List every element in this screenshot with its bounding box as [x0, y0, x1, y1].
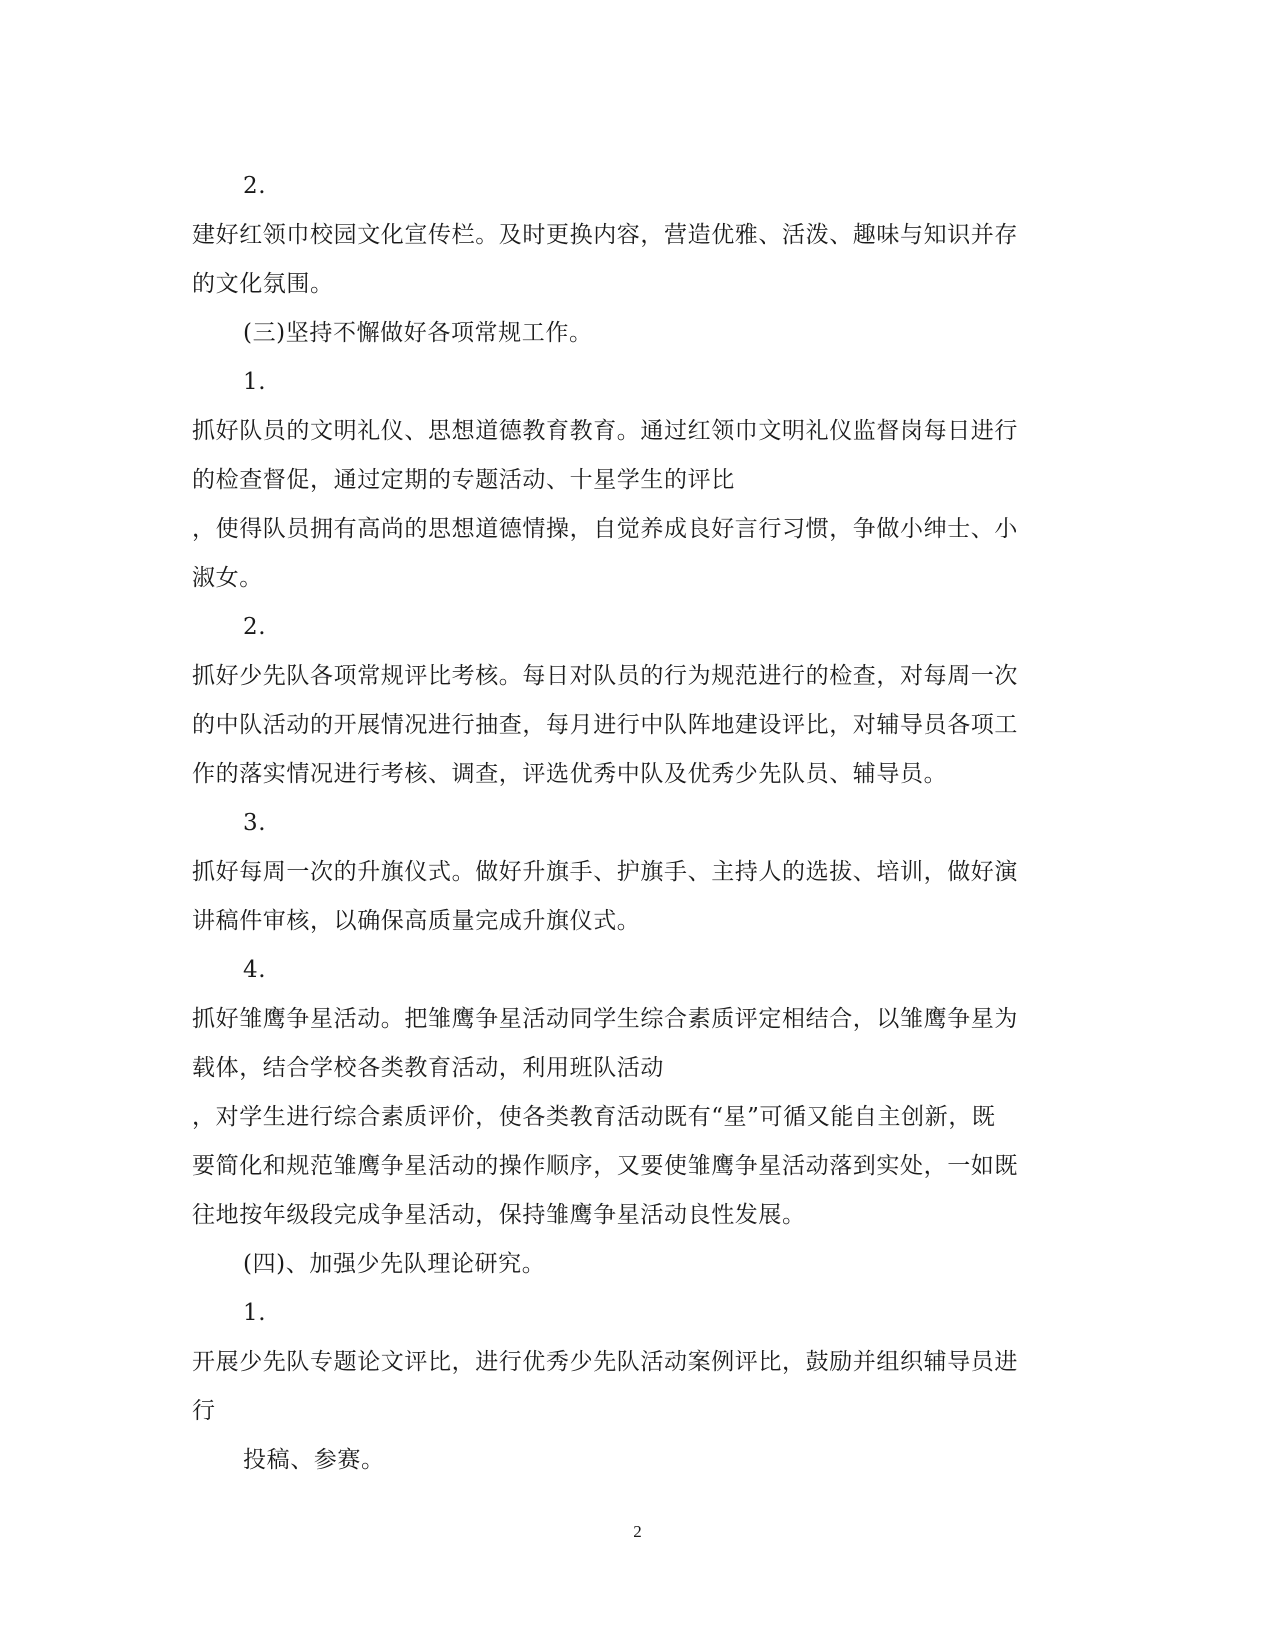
list-number: 1. [243, 1300, 267, 1326]
paragraph-line: 行 [192, 1398, 216, 1424]
paragraph-line: 讲稿件审核，以确保高质量完成升旗仪式。 [192, 908, 641, 934]
list-number: 3. [243, 810, 267, 836]
paragraph-line: 投稿、参赛。 [243, 1447, 385, 1473]
list-number: 1. [243, 369, 267, 395]
paragraph-line: 作的落实情况进行考核、调查，评选优秀中队及优秀少先队员、辅导员。 [192, 761, 948, 787]
paragraph-line: ，使得队员拥有高尚的思想道德情操，自觉养成良好言行习惯，争做小绅士、小 [192, 516, 1018, 542]
section-heading: (四)、加强少先队理论研究。 [243, 1251, 546, 1277]
paragraph-line: 淑女。 [192, 565, 263, 591]
paragraph-line: 的文化氛围。 [192, 271, 334, 297]
paragraph-line: 建好红领巾校园文化宣传栏。及时更换内容，营造优雅、活泼、趣味与知识并存 [192, 222, 1018, 248]
paragraph-line: 抓好少先队各项常规评比考核。每日对队员的行为规范进行的检查，对每周一次 [192, 663, 1018, 689]
list-number: 2. [243, 173, 267, 199]
paragraph-line: 的中队活动的开展情况进行抽查，每月进行中队阵地建设评比，对辅导员各项工 [192, 712, 1018, 738]
paragraph-line: 抓好队员的文明礼仪、思想道德教育教育。通过红领巾文明礼仪监督岗每日进行 [192, 418, 1018, 444]
paragraph-line: 载体，结合学校各类教育活动，利用班队活动 [192, 1055, 664, 1081]
page-number: 2 [633, 1522, 642, 1541]
paragraph-line: 往地按年级段完成争星活动，保持雏鹰争星活动良性发展。 [192, 1202, 806, 1228]
section-heading: (三)坚持不懈做好各项常规工作。 [243, 320, 593, 346]
document-body [192, 162, 1072, 1485]
paragraph-line: 开展少先队专题论文评比，进行优秀少先队活动案例评比，鼓励并组织辅导员进 [192, 1349, 1018, 1375]
paragraph-line: 抓好每周一次的升旗仪式。做好升旗手、护旗手、主持人的选拔、培训，做好演 [192, 859, 1018, 885]
paragraph-line: 抓好雏鹰争星活动。把雏鹰争星活动同学生综合素质评定相结合，以雏鹰争星为 [192, 1006, 1018, 1032]
paragraph-line: 的检查督促，通过定期的专题活动、十星学生的评比 [192, 467, 735, 493]
list-number: 2. [243, 614, 267, 640]
paragraph-line: 要简化和规范雏鹰争星活动的操作顺序，又要使雏鹰争星活动落到实处，一如既 [192, 1153, 1018, 1179]
list-number: 4. [243, 957, 267, 983]
paragraph-line: ，对学生进行综合素质评价，使各类教育活动既有“星”可循又能自主创新，既 [192, 1104, 996, 1130]
